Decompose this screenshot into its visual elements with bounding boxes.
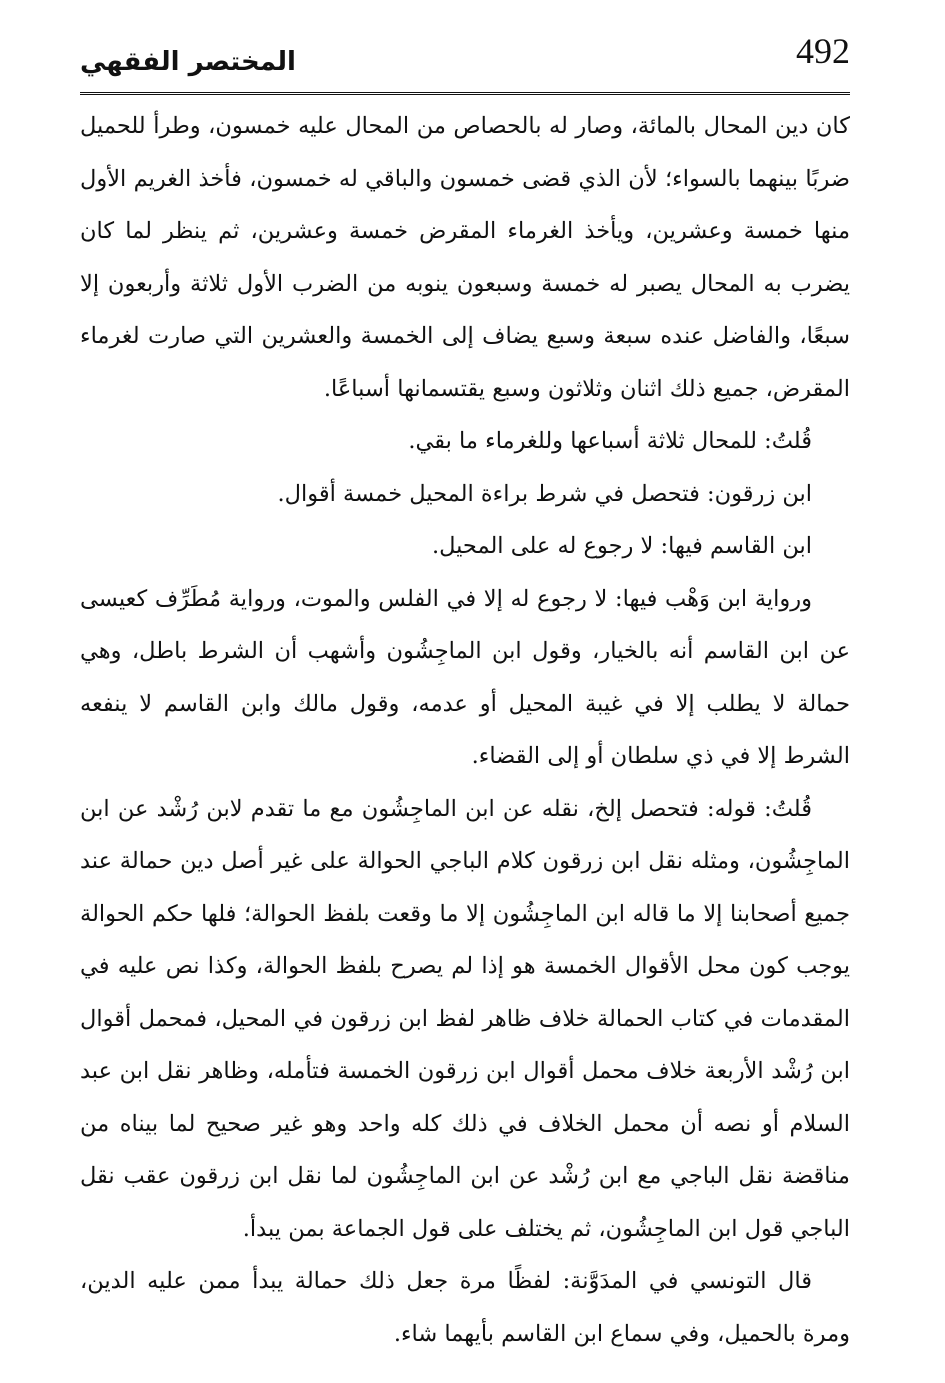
paragraph-ibn-wahb-narration: ورواية ابن وَهْب فيها: لا رجوع له إلا في الفلس والموت، ورواية مُطَرِّف كعيسى عن ابن القاسم أنه بالخيار، وقول ابن الماجِشُون وأشهب أن الشرط باطل، وهي حمالة لا يطلب إلا في غيبة المحيل أو عدمه، وقول مالك وابن القاسم لا ينفعه الشرط إلا في ذي سلطان أو إلى القضاء.: [80, 585, 850, 769]
running-title: المختصر الفقهي: [80, 47, 296, 77]
body-text: [80, 100, 850, 1360]
header-divider: [80, 92, 850, 95]
paragraph-qultu-sevenths: قُلتُ: للمحال ثلاثة أسباعها وللغرماء ما بقي.: [408, 428, 812, 454]
page-header: [80, 28, 850, 90]
paragraph-ibn-zarqun-five-opinions: ابن زرقون: فتحصل في شرط براءة المحيل خمسة أقوال.: [277, 480, 812, 507]
page-number: 492: [796, 31, 850, 71]
paragraph-tunisi-mudawwana: قال التونسي في المدَوَّنة: لفظًا مرة جعل ذلك حمالة يبدأ ممن عليه الدين، ومرة بالحميل، وفي سماع ابن القاسم بأيهما شاء.: [80, 1268, 850, 1347]
paragraph-qultu-commentary: قُلتُ: قوله: فتحصل إلخ، نقله عن ابن الماجِشُون مع ما تقدم لابن رُشْد عن ابن الماجِشُون، ومثله نقل ابن زرقون كلام الباجي الحوالة على غير أصل دين حمالة عند جميع أصحابنا إلا ما قاله ابن الماجِشُون إلا ما وقعت بلفظ الحوالة؛ فلها حكم الحوالة يوجب كون محل الأقوال الخمسة هو إذا لم يصرح بلفظ الحوالة، وكذا نص عليه في المقدمات في كتاب الحمالة خلاف ظاهر لفظ ابن زرقون في المحيل، فمحمل أقوال ابن رُشْد الأربعة خلاف محمل أقوال ابن زرقون الخمسة فتأمله، وظاهر نقل ابن عبد السلام أو نصه أن محمل الخلاف في ذلك كله واحد وهو غير صحيح لما بيناه من مناقضة نقل الباجي مع ابن رُشْد عن ابن الماجِشُون لما نقل ابن زرقون عقب نقل الباجي قول ابن الماجِشُون، ثم يختلف على قول الجماعة بمن يبدأ.: [80, 795, 850, 1242]
paragraph-ibn-al-qasim: ابن القاسم فيها: لا رجوع له على المحيل.: [431, 533, 812, 559]
paragraph-hawala-calculation: كان دين المحال بالمائة، وصار له بالحصاص من المحال عليه خمسون، وطرأ للحميل ضربًا بينهما بالسواء؛ لأن الذي قضى خمسون والباقي له خمسون، فأخذ الغريم الأول منها خمسة وعشرين، ويأخذ الغرماء المقرض خمسة وعشرين، ثم ينظر لما كان يضرب به المحال يصبر له خمسة وسبعون ينوبه من الضرب الأول ثلاثة وأربعون إلا سبعًا، والفاضل عنده سبعة وسبع يضاف إلى الخمسة والعشرين التي صارت لغرماء المقرض، جميع ذلك اثنان وثلاثون وسبع يقتسمانها أسباعًا.: [80, 113, 850, 402]
